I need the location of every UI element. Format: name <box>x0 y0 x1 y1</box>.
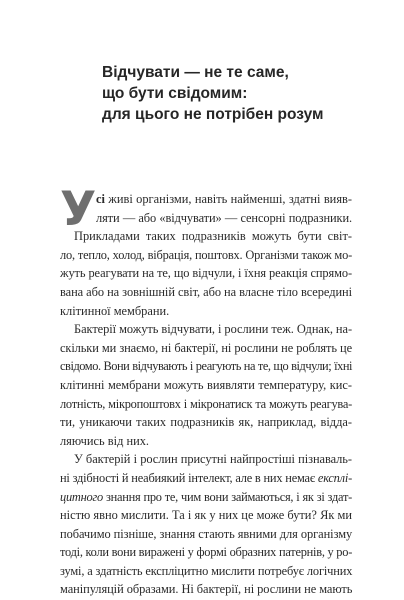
text-line: побачимо пізніше, знання стають явними для організму <box>60 526 353 541</box>
text-line: маніпуляцій образами. Ні бактерії, ні рослини не мають <box>60 582 353 597</box>
text-line: клітинні мембрани можуть виявляти температуру, кис- <box>60 377 352 392</box>
body-text <box>60 182 353 599</box>
text-line <box>60 469 352 488</box>
paragraph-3 <box>60 320 352 450</box>
italic-term: цитного <box>60 489 103 504</box>
text-line: ло, тепло, холод, вібрація, поштовх. Організми також мо- <box>60 247 352 262</box>
paragraph-4 <box>60 450 352 599</box>
paragraph-2 <box>60 227 352 320</box>
text-line: Прикладами таких подразників можуть бути світ- <box>74 229 352 244</box>
text-line: У бактерій і рослин присутні найпростіші пізнаваль- <box>74 452 352 467</box>
text-line: ляти — або «відчувати» — сенсорні подразники. <box>96 210 352 225</box>
text-line: вана або на зовнішній світ, або на власне тіло всередині <box>60 284 352 299</box>
chapter-title-line: Відчувати — не те саме, <box>102 64 289 81</box>
chapter-title <box>102 62 362 125</box>
text-line <box>60 488 352 507</box>
text-line: Бактерії можуть відчувати, і рослини теж. Однак, на- <box>74 322 353 337</box>
text-line: ністю явно мислити. Та і як у них це може бути? Як ми <box>60 508 352 523</box>
drop-cap: У <box>60 182 97 237</box>
chapter-title-line: для цього не потрібен розум <box>102 106 324 123</box>
chapter-title-line: що бути свідомим: <box>102 85 248 102</box>
text-fragment: ні здібності й неабиякий інтелект, але в них немає <box>60 470 318 485</box>
text-fragment: знання про те, чим вони займаються, і як зі здат- <box>102 489 352 504</box>
text-fragment: живі організми, навіть найменші, здатні вияв- <box>104 192 352 206</box>
text-line: жуть реагувати на те, що відчули, і їхня реакція спрямо- <box>60 266 352 281</box>
italic-term: експлі- <box>317 470 352 485</box>
text-line: лотність, мікропоштовх і мікронатиск та можуть реагува- <box>60 396 352 411</box>
text-line: ти, уникаючи таких подразників як, наприклад, відда- <box>60 415 352 430</box>
lead-word: сі <box>96 192 105 206</box>
text-line: ляючись від них. <box>60 433 150 448</box>
text-line: тоді, коли вони виражені у формі образних патернів, у ро- <box>60 545 353 560</box>
text-line: зумі, а здатність експліцитно мислити потребує логічних <box>60 563 353 578</box>
text-line <box>60 190 352 209</box>
text-line: свідомо. Вони відчувають і реагують на те, що відчули; їхні <box>60 359 352 374</box>
text-line: клітинної мембрани. <box>60 303 170 318</box>
text-line: скільки ми знаємо, ні бактерії, ні рослини не роблять це <box>60 340 352 355</box>
